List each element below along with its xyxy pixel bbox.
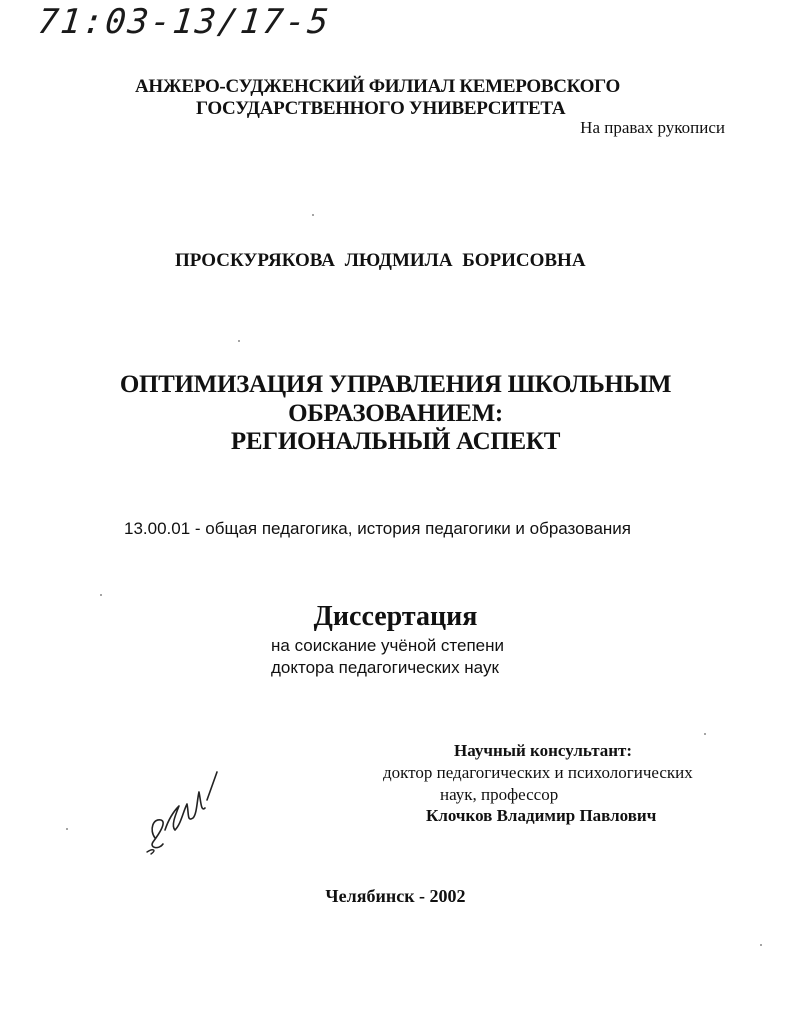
document-type: Диссертация <box>313 601 478 632</box>
author-name: ПРОСКУРЯКОВА ЛЮДМИЛА БОРИСОВНА <box>175 250 586 271</box>
scan-speck <box>238 340 240 342</box>
city-year: Челябинск - 2002 <box>325 886 466 906</box>
consultant-name: Клочков Владимир Павлович <box>426 806 657 825</box>
title-line-1: ОПТИМИЗАЦИЯ УПРАВЛЕНИЯ ШКОЛЬНЫМ <box>119 371 672 398</box>
scan-speck <box>704 733 706 735</box>
scan-speck <box>760 944 762 946</box>
institution-line-1: АНЖЕРО-СУДЖЕНСКИЙ ФИЛИАЛ КЕМЕРОВСКОГО <box>135 76 620 97</box>
consultant-heading: Научный консультант: <box>454 741 633 760</box>
rights-note: На правах рукописи <box>580 118 725 137</box>
scan-speck <box>100 594 102 596</box>
scan-speck <box>66 828 68 830</box>
consultant-degree-line-2: наук, профессор <box>440 785 559 804</box>
title-line-2: ОБРАЗОВАНИЕМ: <box>288 400 503 427</box>
scan-speck <box>312 214 314 216</box>
specialty-code: 13.00.01 - общая педагогика, история педагогики и образования <box>124 519 631 538</box>
degree-line-2: доктора педагогических наук <box>271 658 499 677</box>
handwritten-signature-icon <box>135 760 225 855</box>
institution-line-2: ГОСУДАРСТВЕННОГО УНИВЕРСИТЕТА <box>196 98 566 119</box>
degree-line-1: на соискание учёной степени <box>271 636 505 655</box>
consultant-degree-line-1: доктор педагогических и психологических <box>383 763 693 782</box>
catalog-number: 71:03-13/17-5 <box>35 2 333 42</box>
title-line-3: РЕГИОНАЛЬНЫЙ АСПЕКТ <box>230 428 561 455</box>
